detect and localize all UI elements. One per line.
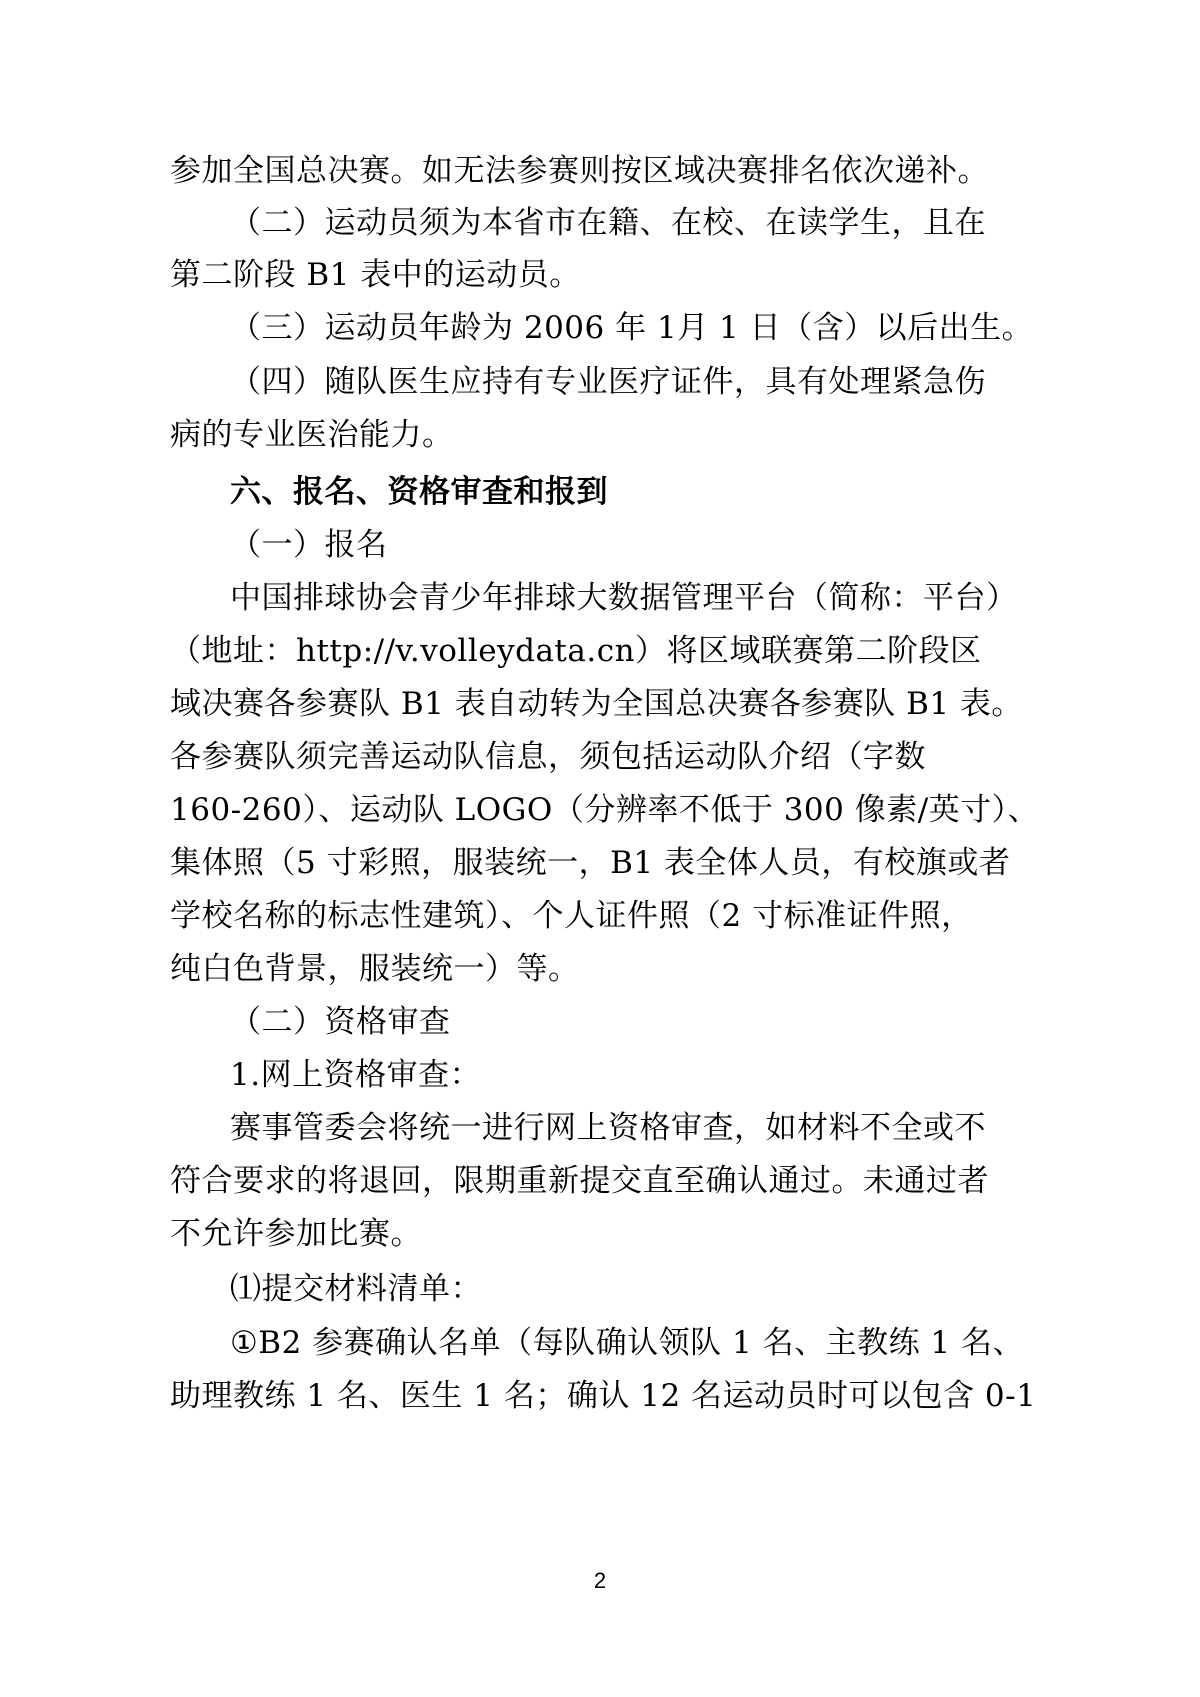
body-text-line: （地址：http://v.volleydata.cn）将区域联赛第二阶段区 [170,633,982,669]
body-text-line: 160-260）、运动队 LOGO（分辨率不低于 300 像素/英寸）、 [170,792,1040,828]
body-text-line: 域决赛各参赛队 B1 表自动转为全国总决赛各参赛队 B1 表。 [170,686,1023,722]
body-text-line: ⑴提交材料清单： [230,1271,482,1307]
body-text-line: （四）随队医生应持有专业医疗证件，具有处理紧急伤 [230,364,986,400]
subsection-heading: （一）报名 [230,527,388,563]
body-text-line: 学校名称的标志性建筑）、个人证件照（2 寸标准证件照， [170,898,973,934]
body-text-line: （三）运动员年龄为 2006 年 1月 1 日（含）以后出生。 [230,310,1034,346]
body-text-line: 参加全国总决赛。如无法参赛则按区域决赛排名依次递补。 [170,153,989,189]
body-text-line: ①B2 参赛确认名单（每队确认领队 1 名、主教练 1 名、 [230,1325,1025,1361]
body-text-line: 1.网上资格审查： [230,1057,482,1093]
body-text-line: 集体照（5 寸彩照，服装统一，B1 表全体人员，有校旗或者 [170,845,1011,881]
body-text-line: 第二阶段 B1 表中的运动员。 [170,257,581,293]
section-heading: 六、报名、资格审查和报到 [230,474,608,510]
body-text-line: 符合要求的将退回，限期重新提交直至确认通过。未通过者 [170,1163,989,1199]
body-text-line: 助理教练 1 名、医生 1 名；确认 12 名运动员时可以包含 0-1 [170,1378,1037,1414]
body-text-line: 不允许参加比赛。 [170,1216,422,1252]
body-text-line: 中国排球协会青少年排球大数据管理平台（简称：平台） [230,580,1018,616]
body-text-line: 赛事管委会将统一进行网上资格审查，如材料不全或不 [230,1110,986,1146]
page-number: 2 [593,1568,607,1593]
body-text-line: 病的专业医治能力。 [170,417,454,453]
subsection-heading: （二）资格审查 [230,1004,451,1040]
body-text-line: 纯白色背景，服装统一）等。 [170,951,580,987]
body-text-line: 各参赛队须完善运动队信息，须包括运动队介绍（字数 [170,739,926,775]
body-text-line: （二）运动员须为本省市在籍、在校、在读学生，且在 [230,205,986,241]
